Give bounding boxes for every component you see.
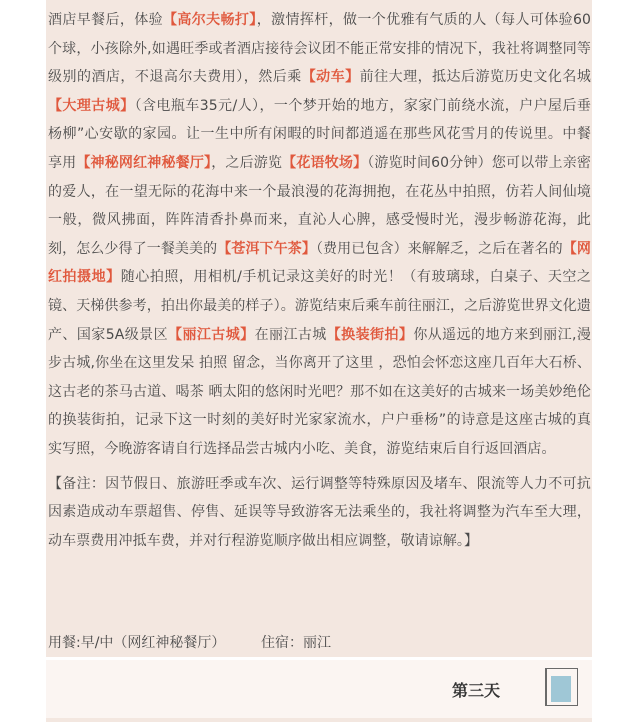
highlight-restaurant: 【神秘网红神秘餐厅】 bbox=[76, 154, 212, 171]
icon-fill bbox=[551, 676, 571, 702]
text-segment: 你从遥远的地方来到丽江,漫步古城,你坐在这里发呆 拍照 留念，当你离开了这里 ，恐怕会怀恋这座几百年大石桥、这古老的茶马古道、喝茶 晒太阳的悠闲时光吧？那不如在这美好的古城来一场美妙绝伦的换装街拍，记录下这一时刻的美好时光家家流水，户户垂杨”的诗意是这座古城的真实写照，今晚游客请自行选择品尝古城内小吃、美食，游览结束后自行返回酒店。 bbox=[48, 326, 591, 457]
highlight-train: 【动车】 bbox=[301, 69, 360, 86]
text-segment: （游览时间60分钟）您可以带上亲密的爱人，在一望无际的花海中来一个最浪漫的花海拥抱，在花丛中拍照，仿若人间仙境一般，微风拂面，阵阵清香扑鼻而来，直沁人心脾，感受慢时光，漫步畅游花海，此刻，怎么少得了一餐美美的 bbox=[48, 154, 592, 257]
bracket-square-icon bbox=[545, 668, 577, 706]
highlight-golf: 【高尔夫畅打】 bbox=[163, 12, 257, 28]
text-segment: ，之后游览 bbox=[211, 154, 283, 171]
text-segment: 酒店早餐后，体验 bbox=[48, 12, 164, 28]
text-segment: （费用已包含）来解解乏，之后在著名的 bbox=[315, 240, 563, 257]
text-segment: 前往大理，抵达后游览历史文化名城 bbox=[359, 69, 591, 86]
highlight-afternoon-tea: 【苍洱下午茶】 bbox=[217, 240, 316, 257]
day-title: 第三天 bbox=[452, 681, 501, 700]
itinerary-description bbox=[48, 6, 591, 555]
highlight-lijiang-old-town: 【丽江古城】 bbox=[168, 326, 255, 343]
highlight-photo-spot: 【网红拍摄地】 bbox=[48, 240, 591, 286]
day-header-bar bbox=[46, 660, 592, 718]
highlight-flower-ranch: 【花语牧场】 bbox=[282, 154, 368, 171]
text-segment: 在丽江古城 bbox=[254, 326, 327, 343]
text-segment: 随心拍照，用相机/手机记录这美好的时光！（有玻璃球，白桌子、天空之镜、天梯供参考，拍出你最美的样子）。游览结束后乘车前往丽江，之后游览世界文化遗产、国家5A级景区 bbox=[48, 269, 592, 343]
panel-bottom-strip bbox=[46, 718, 592, 722]
highlight-dali-old-town: 【大理古城】 bbox=[48, 97, 135, 114]
highlight-costume-photo: 【换装街拍】 bbox=[326, 326, 414, 343]
remark-note: 【备注：因节假日、旅游旺季或车次、运行调整等特殊原因及堵车、限流等人力不可抗因素造成动车票超售、停售、延误等导致游客无法乘坐的，我社将调整为汽车至大理，动车票费用冲抵车费，并对行程游览顺序做出相应调整，敬请谅解。】 bbox=[48, 475, 591, 549]
day-paragraph bbox=[48, 6, 591, 464]
text-segment: ，激情挥杆，做一个优雅有气质的人（每人可体验60个球，小孩除外,如遇旺季或者酒店接待会议团不能正常安排的情况下，我社将调整同等级别的酒店，不退高尔夫费用），然后乘 bbox=[48, 12, 592, 86]
text-segment: （含电瓶车35元/人），一个梦开始的地方，家家门前绕水流，户户屋后垂杨柳”心安歇的家园。让一生中所有闲暇的时间都逍遥在那些风花雪月的传说里。中餐享用 bbox=[48, 97, 591, 171]
meal-accommodation-line: 用餐:早/中（网红神秘餐厅） 住宿：丽江 bbox=[48, 635, 332, 651]
